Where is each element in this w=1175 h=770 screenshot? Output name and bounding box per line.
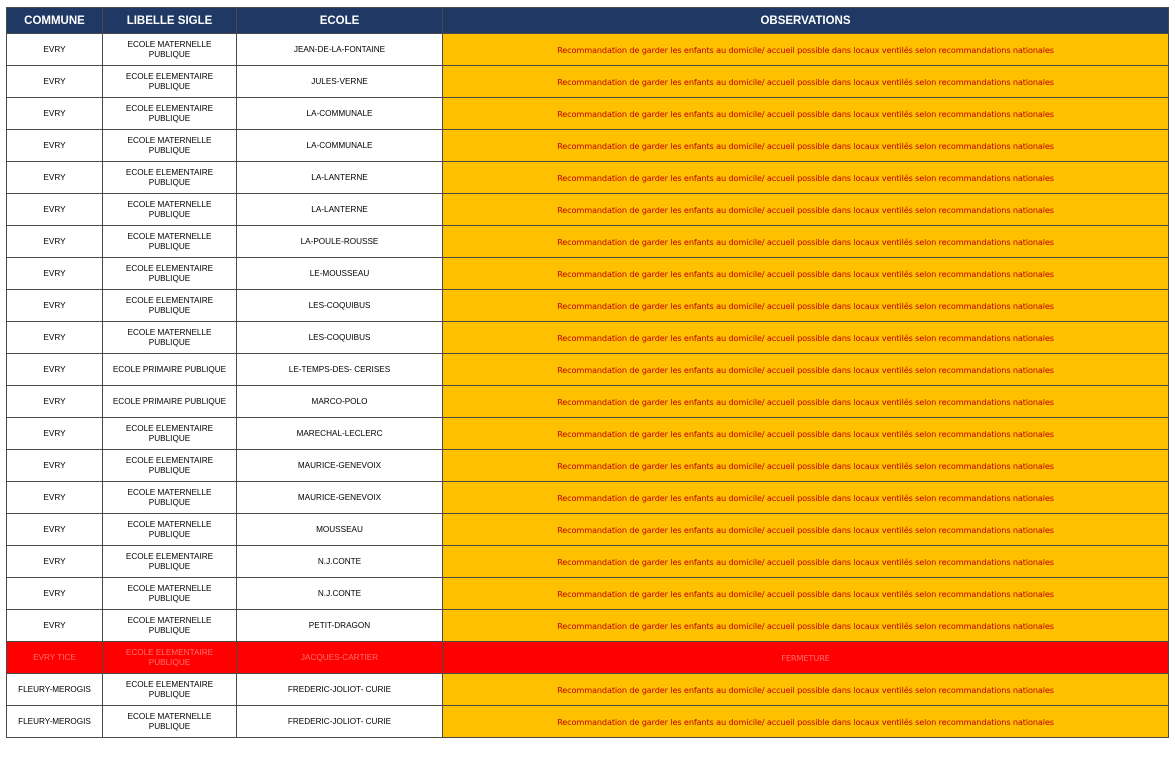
cell-commune[interactable]: EVRY [7, 610, 103, 642]
cell-libelle-sigle[interactable]: ECOLE MATERNELLE PUBLIQUE [103, 482, 237, 514]
cell-commune[interactable]: EVRY [7, 418, 103, 450]
cell-ecole[interactable]: LE-MOUSSEAU [237, 258, 443, 290]
cell-ecole[interactable]: LA-COMMUNALE [237, 98, 443, 130]
cell-ecole[interactable]: LES-COQUIBUS [237, 322, 443, 354]
cell-ecole[interactable]: JULES-VERNE [237, 66, 443, 98]
cell-observations[interactable]: Recommandation de garder les enfants au domicile/ accueil possible dans locaux ventilés selon recommandations nationales [443, 450, 1169, 482]
cell-ecole[interactable]: MOUSSEAU [237, 514, 443, 546]
cell-observations[interactable]: Recommandation de garder les enfants au domicile/ accueil possible dans locaux ventilés selon recommandations nationales [443, 514, 1169, 546]
cell-libelle-sigle[interactable]: ECOLE MATERNELLE PUBLIQUE [103, 130, 237, 162]
cell-commune[interactable]: EVRY [7, 130, 103, 162]
cell-commune[interactable]: FLEURY-MEROGIS [7, 706, 103, 738]
cell-commune[interactable]: EVRY [7, 514, 103, 546]
cell-observations[interactable]: FERMETURE [443, 642, 1169, 674]
cell-observations[interactable]: Recommandation de garder les enfants au domicile/ accueil possible dans locaux ventilés selon recommandations nationales [443, 66, 1169, 98]
table-row [7, 674, 1169, 706]
cell-observations[interactable]: Recommandation de garder les enfants au domicile/ accueil possible dans locaux ventilés selon recommandations nationales [443, 226, 1169, 258]
cell-commune[interactable]: EVRY [7, 258, 103, 290]
cell-observations[interactable]: Recommandation de garder les enfants au domicile/ accueil possible dans locaux ventilés selon recommandations nationales [443, 258, 1169, 290]
header-commune[interactable]: COMMUNE [7, 8, 103, 34]
cell-commune[interactable]: EVRY [7, 34, 103, 66]
cell-commune[interactable]: EVRY [7, 226, 103, 258]
cell-ecole[interactable]: JEAN-DE-LA-FONTAINE [237, 34, 443, 66]
cell-ecole[interactable]: LA-LANTERNE [237, 162, 443, 194]
cell-libelle-sigle[interactable]: ECOLE MATERNELLE PUBLIQUE [103, 226, 237, 258]
cell-commune[interactable]: EVRY [7, 290, 103, 322]
cell-observations[interactable]: Recommandation de garder les enfants au domicile/ accueil possible dans locaux ventilés selon recommandations nationales [443, 674, 1169, 706]
cell-libelle-sigle[interactable]: ECOLE ELEMENTAIRE PUBLIQUE [103, 642, 237, 674]
cell-libelle-sigle[interactable]: ECOLE ELEMENTAIRE PUBLIQUE [103, 450, 237, 482]
table-row [7, 642, 1169, 674]
cell-commune[interactable]: FLEURY-MEROGIS [7, 674, 103, 706]
cell-ecole[interactable]: N.J.CONTE [237, 546, 443, 578]
table-row [7, 450, 1169, 482]
header-ecole[interactable]: ECOLE [237, 8, 443, 34]
cell-observations[interactable]: Recommandation de garder les enfants au domicile/ accueil possible dans locaux ventilés selon recommandations nationales [443, 98, 1169, 130]
cell-ecole[interactable]: N.J.CONTE [237, 578, 443, 610]
cell-commune[interactable]: EVRY [7, 66, 103, 98]
cell-ecole[interactable]: FREDERIC-JOLIOT- CURIE [237, 706, 443, 738]
cell-observations[interactable]: Recommandation de garder les enfants au domicile/ accueil possible dans locaux ventilés selon recommandations nationales [443, 386, 1169, 418]
cell-ecole[interactable]: LES-COQUIBUS [237, 290, 443, 322]
table-row [7, 482, 1169, 514]
cell-commune[interactable]: EVRY [7, 578, 103, 610]
table-row [7, 386, 1169, 418]
header-row [7, 8, 1169, 34]
cell-libelle-sigle[interactable]: ECOLE PRIMAIRE PUBLIQUE [103, 354, 237, 386]
cell-ecole[interactable]: FREDERIC-JOLIOT- CURIE [237, 674, 443, 706]
cell-observations[interactable]: Recommandation de garder les enfants au domicile/ accueil possible dans locaux ventilés selon recommandations nationales [443, 706, 1169, 738]
schools-table [6, 7, 1169, 738]
cell-commune[interactable]: EVRY [7, 322, 103, 354]
cell-commune[interactable]: EVRY [7, 194, 103, 226]
table-row [7, 354, 1169, 386]
table-row [7, 418, 1169, 450]
cell-libelle-sigle[interactable]: ECOLE MATERNELLE PUBLIQUE [103, 194, 237, 226]
spreadsheet [6, 7, 1168, 738]
table-row [7, 98, 1169, 130]
cell-observations[interactable]: Recommandation de garder les enfants au domicile/ accueil possible dans locaux ventilés selon recommandations nationales [443, 290, 1169, 322]
cell-libelle-sigle[interactable]: ECOLE ELEMENTAIRE PUBLIQUE [103, 546, 237, 578]
cell-libelle-sigle[interactable]: ECOLE MATERNELLE PUBLIQUE [103, 706, 237, 738]
cell-observations[interactable]: Recommandation de garder les enfants au domicile/ accueil possible dans locaux ventilés selon recommandations nationales [443, 322, 1169, 354]
cell-observations[interactable]: Recommandation de garder les enfants au domicile/ accueil possible dans locaux ventilés selon recommandations nationales [443, 610, 1169, 642]
table-row [7, 66, 1169, 98]
cell-libelle-sigle[interactable]: ECOLE MATERNELLE PUBLIQUE [103, 514, 237, 546]
cell-commune[interactable]: EVRY [7, 482, 103, 514]
table-row [7, 514, 1169, 546]
cell-commune[interactable]: EVRY [7, 354, 103, 386]
cell-libelle-sigle[interactable]: ECOLE ELEMENTAIRE PUBLIQUE [103, 66, 237, 98]
table-body [7, 34, 1169, 738]
cell-commune[interactable]: EVRY [7, 98, 103, 130]
table-row [7, 130, 1169, 162]
cell-libelle-sigle[interactable]: ECOLE MATERNELLE PUBLIQUE [103, 578, 237, 610]
cell-commune[interactable]: EVRY TICE [7, 642, 103, 674]
cell-observations[interactable]: Recommandation de garder les enfants au domicile/ accueil possible dans locaux ventilés selon recommandations nationales [443, 578, 1169, 610]
cell-ecole[interactable]: JACQUES-CARTIER [237, 642, 443, 674]
cell-ecole[interactable]: LA-COMMUNALE [237, 130, 443, 162]
cell-observations[interactable]: Recommandation de garder les enfants au domicile/ accueil possible dans locaux ventilés selon recommandations nationales [443, 546, 1169, 578]
table-row [7, 34, 1169, 66]
cell-libelle-sigle[interactable]: ECOLE MATERNELLE PUBLIQUE [103, 610, 237, 642]
cell-observations[interactable]: Recommandation de garder les enfants au domicile/ accueil possible dans locaux ventilés selon recommandations nationales [443, 482, 1169, 514]
cell-ecole[interactable]: MARCO-POLO [237, 386, 443, 418]
table-row [7, 706, 1169, 738]
table-row [7, 194, 1169, 226]
cell-observations[interactable]: Recommandation de garder les enfants au domicile/ accueil possible dans locaux ventilés selon recommandations nationales [443, 34, 1169, 66]
cell-libelle-sigle[interactable]: ECOLE ELEMENTAIRE PUBLIQUE [103, 258, 237, 290]
cell-commune[interactable]: EVRY [7, 450, 103, 482]
cell-ecole[interactable]: LE-TEMPS-DES- CERISES [237, 354, 443, 386]
cell-libelle-sigle[interactable]: ECOLE MATERNELLE PUBLIQUE [103, 322, 237, 354]
header-observations[interactable]: OBSERVATIONS [443, 8, 1169, 34]
table-header [7, 8, 1169, 34]
cell-libelle-sigle[interactable]: ECOLE PRIMAIRE PUBLIQUE [103, 386, 237, 418]
cell-commune[interactable]: EVRY [7, 162, 103, 194]
table-row [7, 226, 1169, 258]
cell-observations[interactable]: Recommandation de garder les enfants au domicile/ accueil possible dans locaux ventilés selon recommandations nationales [443, 162, 1169, 194]
cell-libelle-sigle[interactable]: ECOLE ELEMENTAIRE PUBLIQUE [103, 290, 237, 322]
cell-ecole[interactable]: PETIT-DRAGON [237, 610, 443, 642]
cell-observations[interactable]: Recommandation de garder les enfants au domicile/ accueil possible dans locaux ventilés selon recommandations nationales [443, 354, 1169, 386]
table-row [7, 162, 1169, 194]
table-row [7, 610, 1169, 642]
cell-commune[interactable]: EVRY [7, 546, 103, 578]
header-libelle-sigle[interactable]: LIBELLE SIGLE [103, 8, 237, 34]
table-row [7, 258, 1169, 290]
table-row [7, 578, 1169, 610]
cell-ecole[interactable]: LA-POULE-ROUSSE [237, 226, 443, 258]
cell-libelle-sigle[interactable]: ECOLE ELEMENTAIRE PUBLIQUE [103, 98, 237, 130]
cell-libelle-sigle[interactable]: ECOLE ELEMENTAIRE PUBLIQUE [103, 418, 237, 450]
table-row [7, 546, 1169, 578]
cell-observations[interactable]: Recommandation de garder les enfants au domicile/ accueil possible dans locaux ventilés selon recommandations nationales [443, 194, 1169, 226]
cell-libelle-sigle[interactable]: ECOLE MATERNELLE PUBLIQUE [103, 34, 237, 66]
cell-ecole[interactable]: LA-LANTERNE [237, 194, 443, 226]
cell-libelle-sigle[interactable]: ECOLE ELEMENTAIRE PUBLIQUE [103, 162, 237, 194]
cell-ecole[interactable]: MAURICE-GENEVOIX [237, 450, 443, 482]
table-row [7, 322, 1169, 354]
cell-observations[interactable]: Recommandation de garder les enfants au domicile/ accueil possible dans locaux ventilés selon recommandations nationales [443, 130, 1169, 162]
table-row [7, 290, 1169, 322]
cell-commune[interactable]: EVRY [7, 386, 103, 418]
cell-observations[interactable]: Recommandation de garder les enfants au domicile/ accueil possible dans locaux ventilés selon recommandations nationales [443, 418, 1169, 450]
cell-ecole[interactable]: MAURICE-GENEVOIX [237, 482, 443, 514]
cell-libelle-sigle[interactable]: ECOLE ELEMENTAIRE PUBLIQUE [103, 674, 237, 706]
cell-ecole[interactable]: MARECHAL-LECLERC [237, 418, 443, 450]
